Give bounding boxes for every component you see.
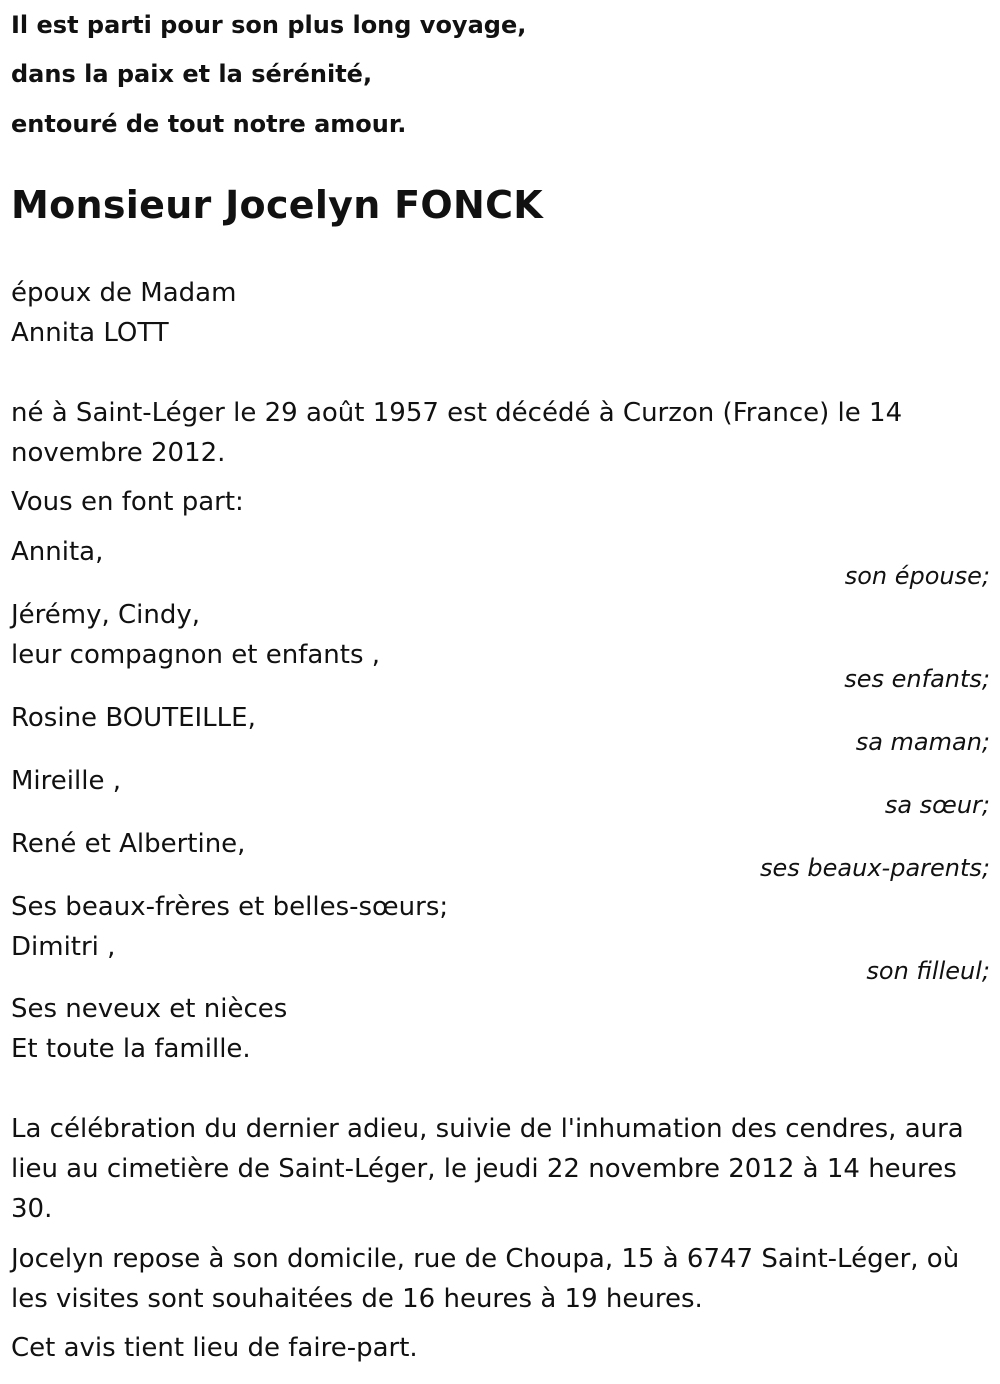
- family-spouse-relation: son épouse;: [844, 562, 990, 590]
- closing-note: Cet avis tient lieu de faire-part.: [11, 1333, 418, 1363]
- intro-line-1: Il est parti pour son plus long voyage,: [11, 11, 527, 39]
- family-sister-relation: sa sœur;: [884, 791, 990, 819]
- ceremony-line-2: lieu au cimetière de Saint-Léger, le jeudi 22 novembre 2012 à 14 heures: [11, 1154, 957, 1184]
- spouse-line-2: Annita LOTT: [11, 318, 169, 348]
- spouse-line-1: époux de Madam: [11, 278, 237, 308]
- visitation-line-1: Jocelyn repose à son domicile, rue de Choupa, 15 à 6747 Saint-Léger, où: [11, 1244, 960, 1274]
- family-sister-name: Mireille ,: [11, 766, 121, 796]
- family-children-line-1: Jérémy, Cindy,: [11, 600, 201, 630]
- family-children-line-2: leur compagnon et enfants ,: [11, 640, 381, 670]
- deceased-name: Monsieur Jocelyn FONCK: [11, 183, 544, 227]
- family-nephews: Ses neveux et nièces: [11, 994, 288, 1024]
- family-inlaws-relation: ses beaux-parents;: [760, 854, 990, 882]
- family-godson-relation: son filleul;: [866, 957, 990, 985]
- birth-death-line-2: novembre 2012.: [11, 438, 226, 468]
- family-whole-family: Et toute la famille.: [11, 1034, 251, 1064]
- birth-death-line-1: né à Saint-Léger le 29 août 1957 est décédé à Curzon (France) le 14: [11, 398, 903, 428]
- ceremony-line-3: 30.: [11, 1194, 53, 1224]
- family-godson-name: Dimitri ,: [11, 932, 116, 962]
- ceremony-line-1: La célébration du dernier adieu, suivie de l'inhumation des cendres, aura: [11, 1114, 964, 1144]
- family-children-relation: ses enfants;: [844, 665, 990, 693]
- intro-line-3: entouré de tout notre amour.: [11, 110, 407, 138]
- family-mother-relation: sa maman;: [855, 728, 990, 756]
- family-siblings-inlaw: Ses beaux-frères et belles-sœurs;: [11, 892, 449, 922]
- family-inlaws-name: René et Albertine,: [11, 829, 246, 859]
- family-spouse-name: Annita,: [11, 537, 104, 567]
- announcers-intro: Vous en font part:: [11, 487, 244, 517]
- visitation-line-2: les visites sont souhaitées de 16 heures à 19 heures.: [11, 1284, 703, 1314]
- family-mother-name: Rosine BOUTEILLE,: [11, 703, 256, 733]
- intro-line-2: dans la paix et la sérénité,: [11, 60, 373, 88]
